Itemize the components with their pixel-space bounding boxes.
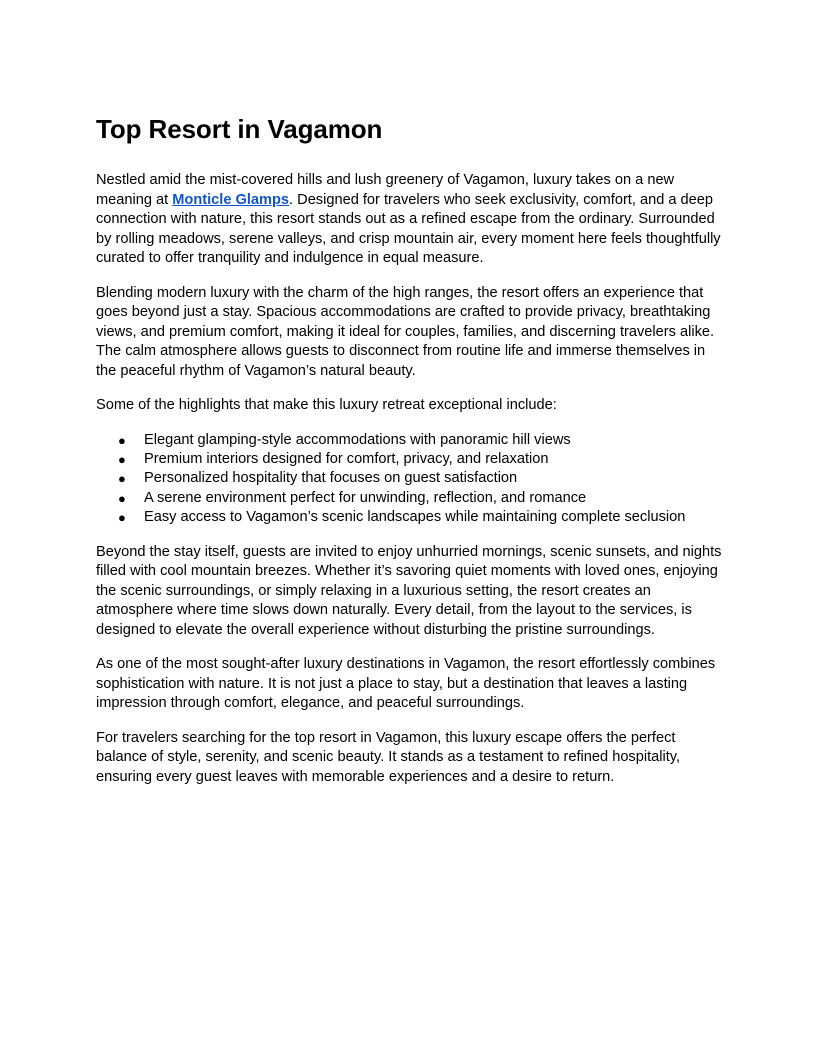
monticle-glamps-link[interactable]: Monticle Glamps [172,191,290,208]
page-title: Top Resort in Vagamon [96,114,383,144]
paragraph-closing: For travelers searching for the top resort in Vagamon, this luxury escape offers the perfect balance of style, serenity, and scenic beauty. It stands as a testament to refined hospitality, ensuring every guest leaves with memorable experiences and a desire to return. [96,729,681,785]
document-page [96,112,726,802]
highlights-intro: Some of the highlights that make this luxury retreat exceptional include: [96,397,557,413]
paragraph-sought-after: As one of the most sought-after luxury destinations in Vagamon, the resort effortlessly combines sophistication with nature. It is not just a place to stay, but a destination that leaves a lasting impression through comfort, elegance, and peaceful surroundings. [96,656,716,712]
paragraph-luxury-blend: Blending modern luxury with the charm of the high ranges, the resort offers an experience that goes beyond just a stay. Spacious accommodations are crafted to provide privacy, breathtaking views, and premium comfort, making it ideal for couples, families, and discerning travelers alike. The calm atmosphere allows guests to disconnect from routine life and immerse themselves in the peaceful rhythm of Vagamon’s natural beauty. [96,284,715,379]
list-item-text: Premium interiors designed for comfort, privacy, and relaxation [144,450,549,467]
list-item [96,469,726,488]
bullet-icon: ● [118,510,126,526]
list-item [96,489,726,508]
list-item [96,450,726,469]
list-item [96,431,726,450]
intro-paragraph [96,171,726,269]
intro-text-before-link: Nestled amid the mist-covered hills and lush greenery of Vagamon, luxury takes on a new meaning at [96,172,675,208]
list-item-text: Personalized hospitality that focuses on guest satisfaction [144,470,518,487]
paragraph-beyond-stay: Beyond the stay itself, guests are invited to enjoy unhurried mornings, scenic sunsets, and nights filled with cool mountain breezes. Whether it’s savoring quiet moments with loved ones, enjoying the scenic surroundings, or simply relaxing in a luxurious setting, the resort creates an atmosphere where time slows down naturally. Every detail, from the layout to the services, is designed to elevate the overall experience without disturbing the pristine surroundings. [96,543,722,638]
bullet-icon: ● [118,490,126,506]
bullet-icon: ● [118,451,126,467]
intro-text-after-link: . Designed for travelers who seek exclusivity, comfort, and a deep connection with nature, this resort stands out as a refined escape from the ordinary. Surrounded by rolling meadows, serene valleys, and crisp mountain air, every moment here feels thoughtfully curated to offer tranquility and indulgence in equal measure. [96,191,721,266]
highlights-list [96,431,726,528]
bullet-icon: ● [118,471,126,487]
list-item-text: Elegant glamping-style accommodations with panoramic hill views [144,431,571,448]
bullet-icon: ● [118,432,126,448]
list-item-text: Easy access to Vagamon’s scenic landscapes while maintaining complete seclusion [144,509,686,526]
list-item [96,508,726,527]
list-item-text: A serene environment perfect for unwinding, reflection, and romance [144,489,587,506]
